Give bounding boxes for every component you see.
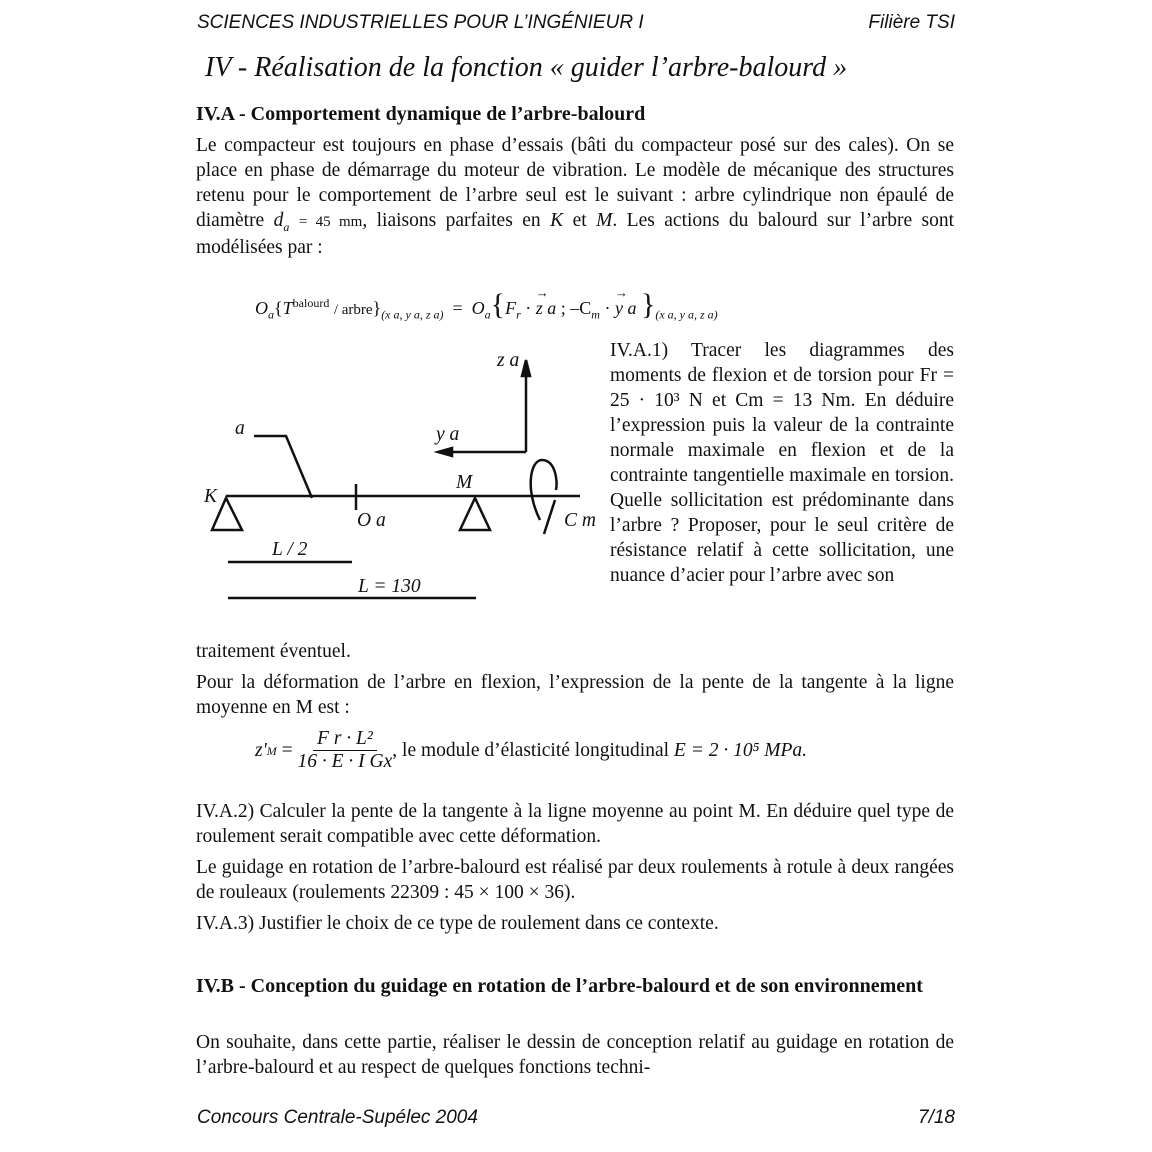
guidage-text: Le guidage en rotation de l’arbre-balourd est réalisé par deux roulements à rotule à deux rangées de rouleaux (roulements 22309 : 45 × 100 × 36). xyxy=(196,857,954,903)
eq-equals: = xyxy=(452,298,463,318)
fraction-denominator: 16 · E · I Gx xyxy=(297,751,393,772)
point-m: M xyxy=(596,210,613,231)
label-za: z a xyxy=(497,350,520,371)
fraction-numerator: F r · L² xyxy=(313,728,377,751)
and-text: et xyxy=(572,210,587,231)
diam-value: = 45 mm xyxy=(298,214,363,230)
intro-paragraph xyxy=(196,133,954,260)
intro-text-3: . Les actions du balourd sur l’arbre sont modélisées par : xyxy=(196,210,955,258)
slope-intro: Pour la déformation de l’arbre en flexion, l’expression de la pente de la tangente à la ligne moyenne en M est : xyxy=(196,672,954,718)
label-half-length: L / 2 xyxy=(272,539,308,560)
support-m-icon xyxy=(460,498,490,530)
eq-f: F xyxy=(505,298,517,318)
eq-oa: O xyxy=(255,298,268,318)
label-ya: y a xyxy=(436,424,460,445)
diam-sub: a xyxy=(283,219,290,234)
intro-text: Le compacteur est toujours en phase d’essais (bâti du compacteur posé sur des cales). On se place en phase de démarrage du moteur de vibration. Le modèle de mécanique des structures retenu pour le comportement de l’arbre seul est le suivant : arbre cylindrique non épaulé de diamètre xyxy=(196,135,954,231)
label-a: a xyxy=(235,418,245,439)
ya-arrowhead-icon xyxy=(438,448,452,456)
eq-oa-sub: a xyxy=(268,307,274,322)
page-title: IV - Réalisation de la fonction « guider l’arbre-balourd » xyxy=(205,52,848,83)
eq2-lhs: z' xyxy=(255,739,267,761)
section-b-text: On souhaite, dans cette partie, réaliser le dessin de conception relatif au guidage en rotation de l’arbre-balourd et au respect de quelques fonctions techni- xyxy=(196,1032,954,1078)
question-a1: IV.A.1) Tracer les diagrammes des moments de flexion et de torsion pour Fr = 25 · 10³ N et Cm = 13 Nm. En déduire l’expression puis la valeur de la contrainte normale maximale en flexion et de la contrainte tangentielle maximale en torsion. Quelle sollicitation est prédominante dans l’arbre ? Proposer, pour le seul critère de résistance relatif à cette sollicitation, une nuance d’acier pour l’arbre avec son xyxy=(610,340,954,586)
cm-arrow xyxy=(544,500,555,534)
header-left: SCIENCES INDUSTRIELLES POUR L’INGÉNIEUR I xyxy=(197,12,644,33)
eq2-text: , le module d’élasticité longitudinal xyxy=(392,739,670,761)
eq-t: T xyxy=(282,298,293,318)
label-cm: C m xyxy=(564,510,596,531)
za-arrowhead-icon xyxy=(522,360,530,376)
footer-page-number: 7/18 xyxy=(918,1107,955,1128)
label-length: L = 130 xyxy=(358,576,421,597)
eq-basis-2: (x a, y a, z a) xyxy=(655,307,718,322)
eq2-equals: = xyxy=(281,739,293,761)
eq-basis: (x a, y a, z a) xyxy=(381,307,444,322)
header-right: Filière TSI xyxy=(868,12,955,33)
question-a2: IV.A.2) Calculer la pente de la tangente à la ligne moyenne au point M. En déduire quel type de roulement serait compatible avec cette déformation. xyxy=(196,801,954,847)
footer-left: Concours Centrale-Supélec 2004 xyxy=(197,1107,478,1128)
eq-m: m xyxy=(591,307,600,322)
section-b-heading: IV.B - Conception du guidage en rotation de l’arbre-balourd et de son environnement xyxy=(196,975,923,997)
slope-equation: z' M = $\frac{\text{F r · L²}}{\text{16 · E · I Gx}}$ , le module d’élasticité longitudinal E = 2 · 10⁵ MPa. xyxy=(255,728,808,772)
eq-r: r xyxy=(516,307,521,322)
eq2-modulus: E = 2 · 10⁵ MPa. xyxy=(673,739,808,761)
eq-sep: ; –C xyxy=(560,298,592,318)
torsor-equation: $O_a\{T^{balourd}$ / $arbre\}_{(x a, y a, z a)} = O_a\{F_r$ · → z a ; $-C_m$ · → y a }$_{(x a, y a, z a)}$ xyxy=(255,288,718,322)
eq-oa-2: O xyxy=(471,298,485,318)
label-oa: O a xyxy=(357,510,386,531)
question-a1-end: traitement éventuel. xyxy=(196,641,351,662)
eq-ya: → y a xyxy=(615,298,637,319)
diam-symbol: d xyxy=(273,210,284,231)
section-a-heading: IV.A - Comportement dynamique de l’arbre-balourd xyxy=(196,103,646,125)
question-a3: IV.A.3) Justifier le choix de ce type de roulement dans ce contexte. xyxy=(196,913,719,934)
label-m: M xyxy=(456,472,473,493)
eq-slash: / arbre xyxy=(333,302,373,318)
label-k: K xyxy=(204,486,218,507)
shaft-diagram xyxy=(190,340,610,610)
fraction xyxy=(298,728,393,773)
eq-oa-sub-2: a xyxy=(484,307,491,322)
eq-za: → z a xyxy=(536,298,557,319)
load-arrow xyxy=(254,436,312,498)
intro-text-2: , liaisons parfaites en xyxy=(362,210,541,231)
point-k: K xyxy=(550,210,564,231)
eq-sup: balourd xyxy=(292,296,330,310)
